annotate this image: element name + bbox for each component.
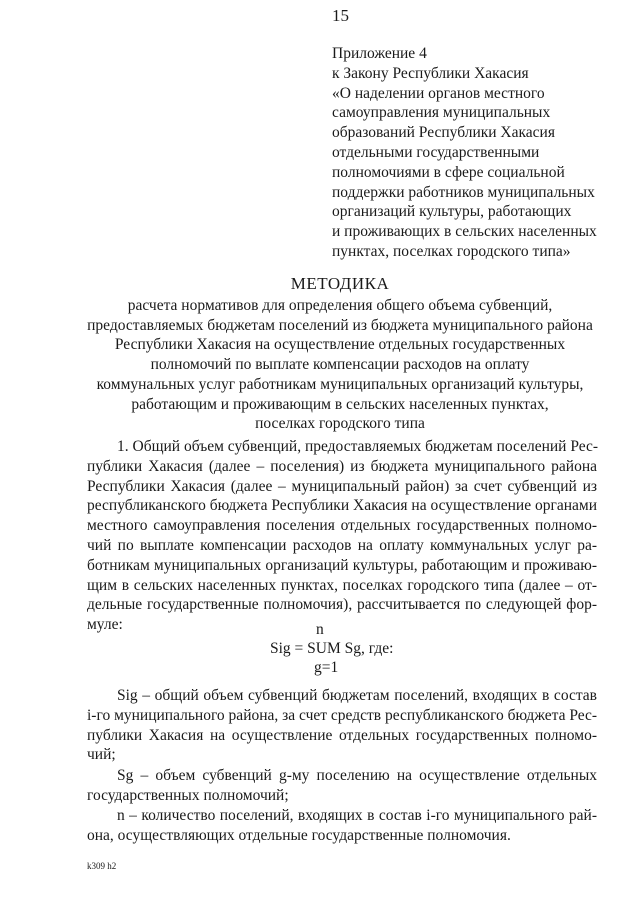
paragraph-line: щим в сельских населенных пунктах, поселках городского типа (далее – от- <box>87 576 597 594</box>
appendix-line: организаций культуры, работающих <box>332 203 572 221</box>
paragraph-line: ботникам муниципальных организаций культуры, работающим и проживаю- <box>87 556 597 574</box>
paragraph-1 <box>87 437 597 635</box>
subtitle-line: поселках городского типа <box>255 415 425 433</box>
paragraph-line: чий по выплате компенсации расходов на оплату коммунальных услуг ра- <box>87 536 597 554</box>
definition-line: публики Хакасия на осуществление отдельных государственных полномо- <box>87 726 597 744</box>
formula-expression: Sig = SUM Sg, где: <box>270 640 394 657</box>
subtitle-line: предоставляемых бюджетам поселений из бюджета муниципального района <box>87 316 593 334</box>
paragraph-line: 1. Общий объем субвенций, предоставляемых бюджетам поселений Рес- <box>117 438 599 455</box>
appendix-line: и проживающих в сельских населенных <box>332 223 597 241</box>
paragraph-line: дельные государственные полномочия), рассчитывается по следующей фор- <box>87 596 597 614</box>
paragraph-line: республиканского бюджета Республики Хакасия на осуществление органами <box>87 497 597 515</box>
definition-line: она, осуществляющих отдельные государственные полномочия. <box>87 826 511 844</box>
definition-n <box>87 806 597 846</box>
subtitle-line: полномочий по выплате компенсации расходов на оплату <box>150 356 530 374</box>
definition-sig <box>87 686 597 765</box>
formula-lower-limit: g=1 <box>314 659 339 676</box>
appendix-line: образований Республики Хакасия <box>332 124 555 142</box>
appendix-line: отдельными государственными <box>332 143 540 161</box>
subtitle-line: расчета нормативов для определения общего объема субвенций, <box>127 297 553 314</box>
definition-sg <box>87 766 597 806</box>
definition-line: Sig – общий объем субвенций бюджетам поселений, входящих в состав <box>117 687 597 704</box>
appendix-line: пунктах, поселках городского типа» <box>332 242 571 260</box>
document-title: МЕТОДИКА <box>290 274 390 293</box>
document-stamp: k309 h2 <box>87 861 117 871</box>
subtitle-line: Республики Хакасия на осуществление отдельных государственных <box>114 336 566 354</box>
formula-upper-limit: n <box>316 621 324 638</box>
page-number: 15 <box>332 6 349 25</box>
document-title-block <box>40 274 640 434</box>
appendix-line: самоуправления муниципальных <box>332 104 551 122</box>
paragraph-line: публики Хакасия (далее – поселения) из бюджета муниципального района <box>87 457 597 475</box>
definition-line: чий; <box>87 746 116 764</box>
paragraph-line: местного самоуправления поселения отдельных государственных полномо- <box>87 517 597 535</box>
definition-line: i-го муниципального района, за счет средств республиканского бюджета Рес- <box>87 706 598 724</box>
appendix-header <box>332 44 597 262</box>
paragraph-line: Республики Хакасия (далее – муниципальный район) за счет субвенций из <box>87 477 597 495</box>
definition-line: Sg – объем субвенций g-му поселению на осуществление отдельных <box>117 767 597 784</box>
appendix-line: полномочиями в сфере социальной <box>332 163 565 181</box>
document-subtitle <box>40 296 640 434</box>
subtitle-line: коммунальных услуг работникам муниципальных организаций культуры, <box>96 375 584 393</box>
definition-line: государственных полномочий; <box>87 786 289 804</box>
definition-line: n – количество поселений, входящих в состав i-го муниципального рай- <box>117 807 597 824</box>
appendix-line: Приложение 4 <box>332 45 427 62</box>
appendix-line: к Закону Республики Хакасия <box>332 64 529 82</box>
paragraph-line: муле: <box>87 616 123 634</box>
subtitle-line: работающим и проживающим в сельских населенных пунктах, <box>131 395 549 413</box>
appendix-line: «О наделении органов местного <box>332 84 545 102</box>
appendix-line: поддержки работников муниципальных <box>332 183 595 201</box>
